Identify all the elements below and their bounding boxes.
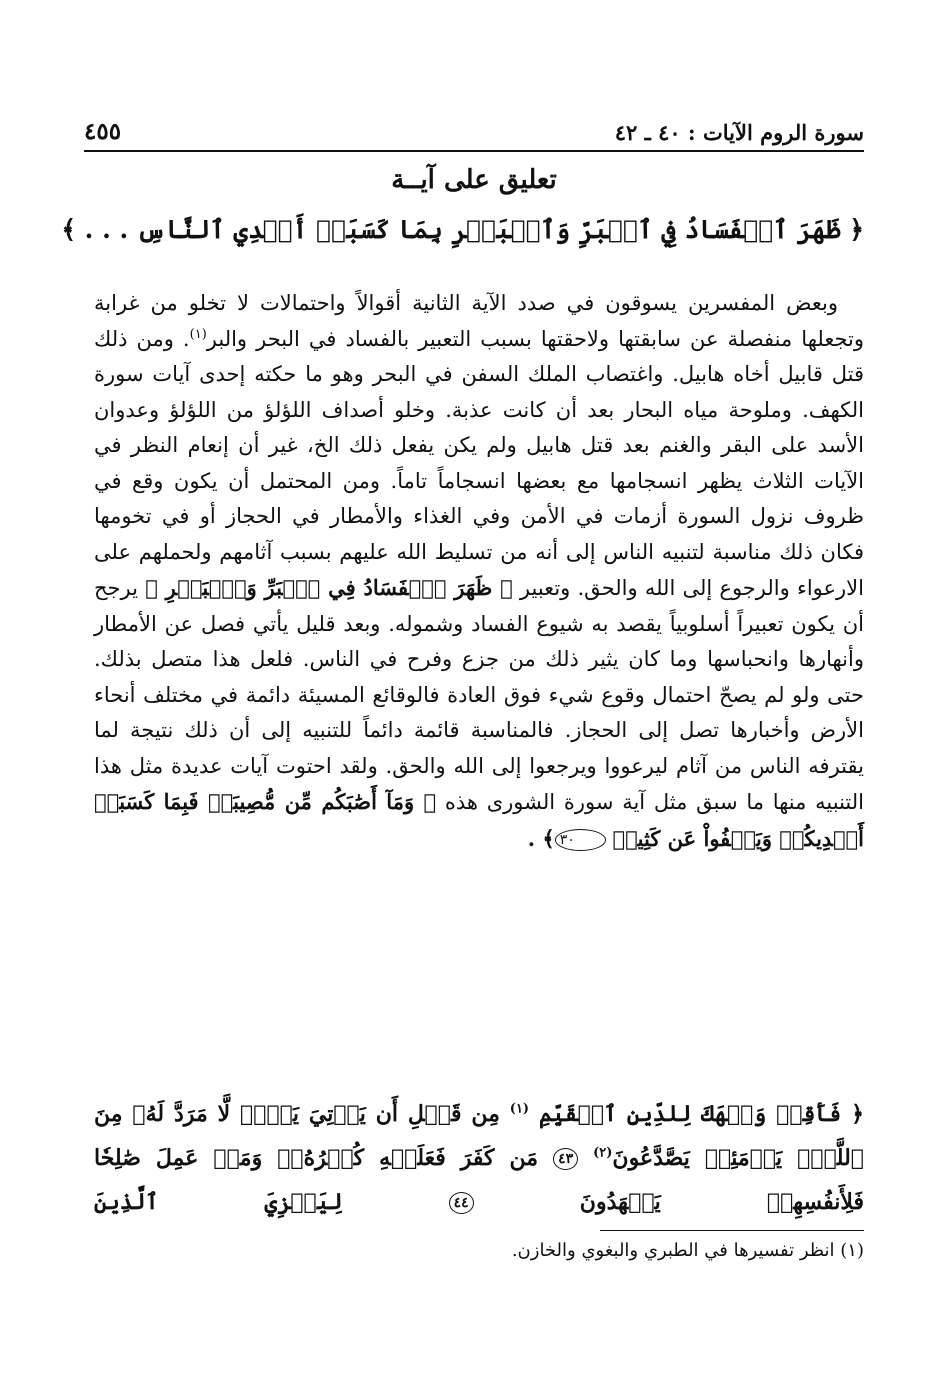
footnote-1: (١) انظر تفسيرها في الطبري والبغوي والخازن.	[511, 1240, 864, 1261]
footnote-ref-q2: (٢)	[593, 1145, 613, 1161]
paragraph	[94, 286, 864, 857]
footnote-divider	[600, 1230, 864, 1231]
paragraph-text-2: . ومن ذلك قتل قابيل أخاه هابيل. واغتصاب الملك السفن في البحر وهو ما حكته إحدى آيات سورة الكهف. وملوحة مياه البحار بعد أن كانت عذبة. وخلو أصداف اللؤلؤ من اللؤلؤ وعدوان الأسد على البقر والغنم بعد قتل هابيل ولم يكن يفعل ذلك الخ، غير أن إنعام النظر في الآيات الثلاث يظهر انسجامها مع بعضها انسجاماً تاماً. ومن المحتمل أن يكون وقع في ظروف نزول السورة أزمات في الأمن وفي الغذاء والأمطار في الحجاز أو في تخومها فكان ذلك مناسبة لتنبيه الناس إلى أنه من تسليط الله عليهم بسبب آثامهم ولحملهم على الارعواء والرجوع إلى الله والحق. وتعبير	[94, 326, 864, 600]
section-title: تعليق على آيــة	[391, 165, 557, 195]
quran-text-1: ﴿ فَأَقِمۡ وَجۡهَكَ لِلدِّينِ ٱلۡقَيِّمِ	[538, 1101, 864, 1127]
ayah-number-marker: ٣٠	[555, 829, 606, 851]
running-header	[84, 114, 864, 152]
paragraph-text-1: وبعض المفسرين يسوقون في صدد الآية الثانية أقوالاً واحتمالات لا تخلو من غرابة وتجعلها منفصلة عن سابقتها ولاحقتها بسبب التعبير بالفساد في البحر والبر	[94, 291, 864, 351]
ayah-number-marker: ٤٤	[449, 1192, 474, 1214]
verse-heading: ﴿ ظَهَرَ ٱلۡفَسَادُ فِي ٱلۡبَرِّ وَٱلۡبَحۡرِ بِمَا كَسَبَتۡ أَيۡدِي ٱلنَّاسِ . . . ﴾	[61, 215, 864, 244]
footnote-ref-q1: (١)	[509, 1101, 530, 1117]
quran-verses-block	[94, 1092, 864, 1224]
inline-verse: ﴿ ظَهَرَ ٱلۡفَسَادُ فِي ٱلۡبَرِّ وَٱلۡبَحۡرِ ﴾	[145, 575, 513, 600]
ayah-number-marker: ٤٣	[553, 1148, 578, 1170]
body-text	[94, 286, 864, 857]
inline-verse-shura: ﴿ وَمَآ أَصَٰبَكُم مِّن مُّصِيبَةٖ فَبِمَا كَسَبَتۡ أَيۡدِيكُمۡ وَيَعۡفُواْ عَن كَثِيرٖ	[94, 789, 864, 851]
paragraph-text-3: يرجح أن يكون تعبيراً أسلوبياً يقصد به شيوع الفساد وشموله. وبعد قليل يأتي فصل عن الأمطار وأنهارها وانحباسها وما كان يثير ذلك من جزع وفرح في الناس. فلعل هذا متصل بذلك. حتى ولو لم يصحّ احتمال وقوع شيء فوق العادة فالوقائع المسيئة دائمة في مختلف أنحاء الأرض وأخبارها تصل إلى الحجاز. فالمناسبة قائمة دائماً للتنبيه إلى أن ذلك نتيجة لما يقترفه الناس من آثام ليرعووا ويرجعوا إلى الله والحق. ولقد احتوت آيات عديدة مثل هذا التنبيه منها ما سبق مثل آية سورة الشورى هذه	[94, 576, 864, 814]
inline-verse-close: ﴾ .	[527, 825, 555, 851]
header-divider	[84, 150, 864, 152]
header-title: سورة الروم الآيات : ٤٠ ـ ٤٢	[614, 120, 864, 145]
quran-text-3: مَن كَفَرَ فَعَلَيۡهِ كُفۡرُهُۥۖ وَمَنۡ عَمِلَ صَٰلِحٗا فَلِأَنفُسِهِمۡ يَمۡهَدُونَ	[94, 1145, 864, 1215]
footnote-ref-1: (١)	[189, 326, 207, 342]
quran-text-2: مِن قَبۡلِ أَن يَأۡتِيَ يَوۡمٞ لَّا مَرَدَّ لَهُۥ مِنَ ٱللَّهِۖ يَوۡمَئِذٖ يَصَّدَّعُونَ	[94, 1101, 864, 1171]
quran-text-4: لِيَجۡزِيَ ٱلَّذِينَ	[94, 1189, 343, 1215]
page-number: ٤٥٥	[84, 118, 122, 145]
